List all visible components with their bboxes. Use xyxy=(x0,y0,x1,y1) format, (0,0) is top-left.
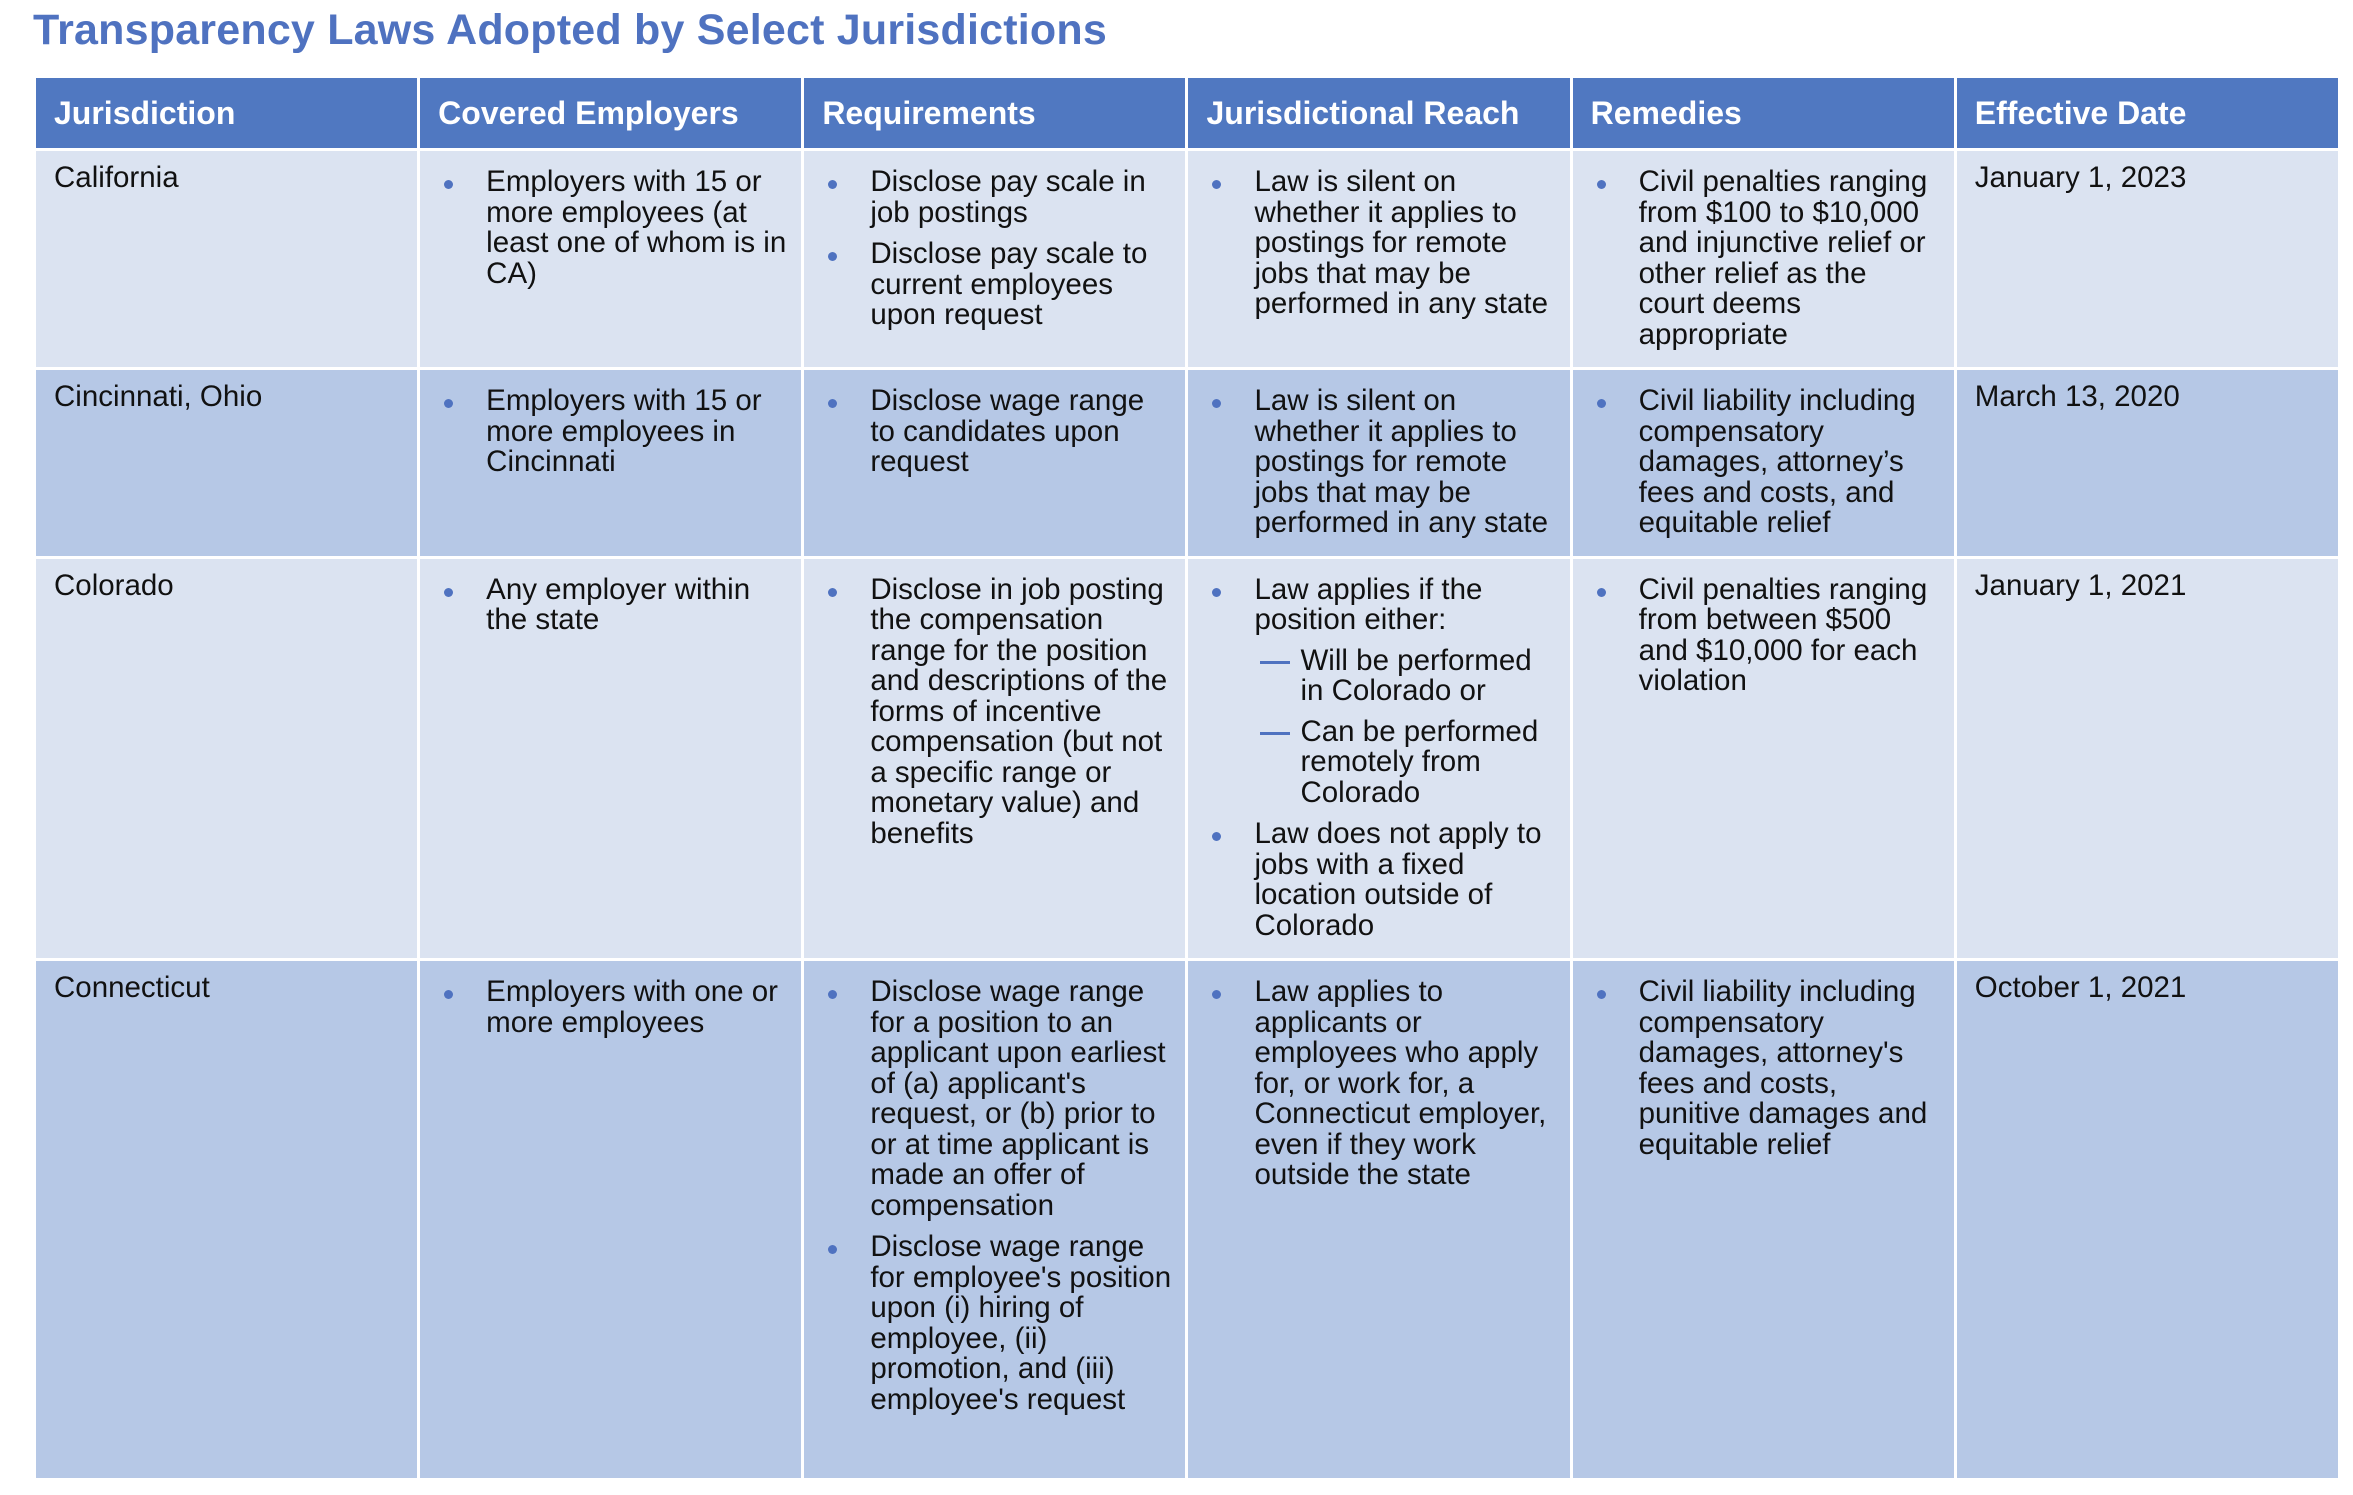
list-item: Law does not apply to jobs with a fixed location outside of Colorado xyxy=(1206,819,1555,941)
list-item xyxy=(1206,572,1555,809)
list-item: Civil penalties ranging from between $500 and $10,000 for each violation xyxy=(1591,575,1940,697)
list-item: Employers with 15 or more employees in Cincinnati xyxy=(438,386,787,478)
header-row xyxy=(36,78,2338,148)
cell-covered-employers xyxy=(420,370,801,556)
list-item-text: Law applies if the position either: xyxy=(1254,572,1483,636)
cell-jurisdiction: California xyxy=(36,151,417,367)
cell-remedies xyxy=(1573,370,1954,556)
list-item: Employers with 15 or more employees (at least one of whom is in CA) xyxy=(438,167,787,289)
sub-list-item: Can be performed remotely from Colorado xyxy=(1206,717,1555,809)
header-remedies: Remedies xyxy=(1573,78,1954,148)
cell-covered-employers xyxy=(420,559,801,959)
cell-jurisdictional-reach xyxy=(1188,559,1569,959)
list-item: Disclose pay scale in job postings xyxy=(822,167,1171,228)
header-effective-date: Effective Date xyxy=(1957,78,2338,148)
table-row xyxy=(36,961,2338,1478)
header-requirements: Requirements xyxy=(804,78,1185,148)
cell-remedies xyxy=(1573,151,1954,367)
header-jurisdictional-reach: Jurisdictional Reach xyxy=(1188,78,1569,148)
cell-jurisdictional-reach xyxy=(1188,151,1569,367)
cell-jurisdiction: Cincinnati, Ohio xyxy=(36,370,417,556)
list-item: Law applies to applicants or employees who apply for, or work for, a Connecticut employer, even if they work outside the state xyxy=(1206,977,1555,1191)
cell-effective-date: March 13, 2020 xyxy=(1957,370,2338,556)
table-row xyxy=(36,370,2338,556)
cell-jurisdictional-reach xyxy=(1188,370,1569,556)
table-row xyxy=(36,151,2338,367)
header-jurisdiction: Jurisdiction xyxy=(36,78,417,148)
cell-effective-date: January 1, 2021 xyxy=(1957,559,2338,959)
transparency-laws-table xyxy=(33,75,2341,1481)
cell-requirements xyxy=(804,961,1185,1478)
cell-covered-employers xyxy=(420,961,801,1478)
cell-requirements xyxy=(804,559,1185,959)
cell-requirements xyxy=(804,370,1185,556)
list-item: Any employer within the state xyxy=(438,575,787,636)
cell-covered-employers xyxy=(420,151,801,367)
cell-requirements xyxy=(804,151,1185,367)
list-item: Disclose wage range to candidates upon request xyxy=(822,386,1171,478)
sub-list-item: Will be performed in Colorado or xyxy=(1206,646,1555,707)
list-item: Disclose in job posting the compensation range for the position and descriptions of the forms of incentive compensation (but not a specific range or monetary value) and benefits xyxy=(822,575,1171,850)
list-item: Law is silent on whether it applies to postings for remote jobs that may be performed in any state xyxy=(1206,167,1555,320)
cell-effective-date: October 1, 2021 xyxy=(1957,961,2338,1478)
list-item: Disclose pay scale to current employees upon request xyxy=(822,239,1171,331)
header-covered-employers: Covered Employers xyxy=(420,78,801,148)
list-item: Employers with one or more employees xyxy=(438,977,787,1038)
page-title: Transparency Laws Adopted by Select Jurisdictions xyxy=(33,6,1107,54)
list-item: Civil penalties ranging from $100 to $10,000 and injunctive relief or other relief as the court deems appropriate xyxy=(1591,167,1940,350)
list-item: Law is silent on whether it applies to postings for remote jobs that may be performed in any state xyxy=(1206,386,1555,539)
cell-effective-date: January 1, 2023 xyxy=(1957,151,2338,367)
cell-jurisdictional-reach xyxy=(1188,961,1569,1478)
list-item: Civil liability including compensatory damages, attorney’s fees and costs, and equitable relief xyxy=(1591,386,1940,539)
list-item: Disclose wage range for employee's position upon (i) hiring of employee, (ii) promotion, and (iii) employee's request xyxy=(822,1232,1171,1415)
list-item: Disclose wage range for a position to an applicant upon earliest of (a) applicant's request, or (b) prior to or at time applicant is made an offer of compensation xyxy=(822,977,1171,1221)
cell-jurisdiction: Connecticut xyxy=(36,961,417,1478)
list-item: Civil liability including compensatory damages, attorney's fees and costs, punitive damages and equitable relief xyxy=(1591,977,1940,1160)
cell-remedies xyxy=(1573,559,1954,959)
table-row xyxy=(36,559,2338,959)
cell-remedies xyxy=(1573,961,1954,1478)
cell-jurisdiction: Colorado xyxy=(36,559,417,959)
